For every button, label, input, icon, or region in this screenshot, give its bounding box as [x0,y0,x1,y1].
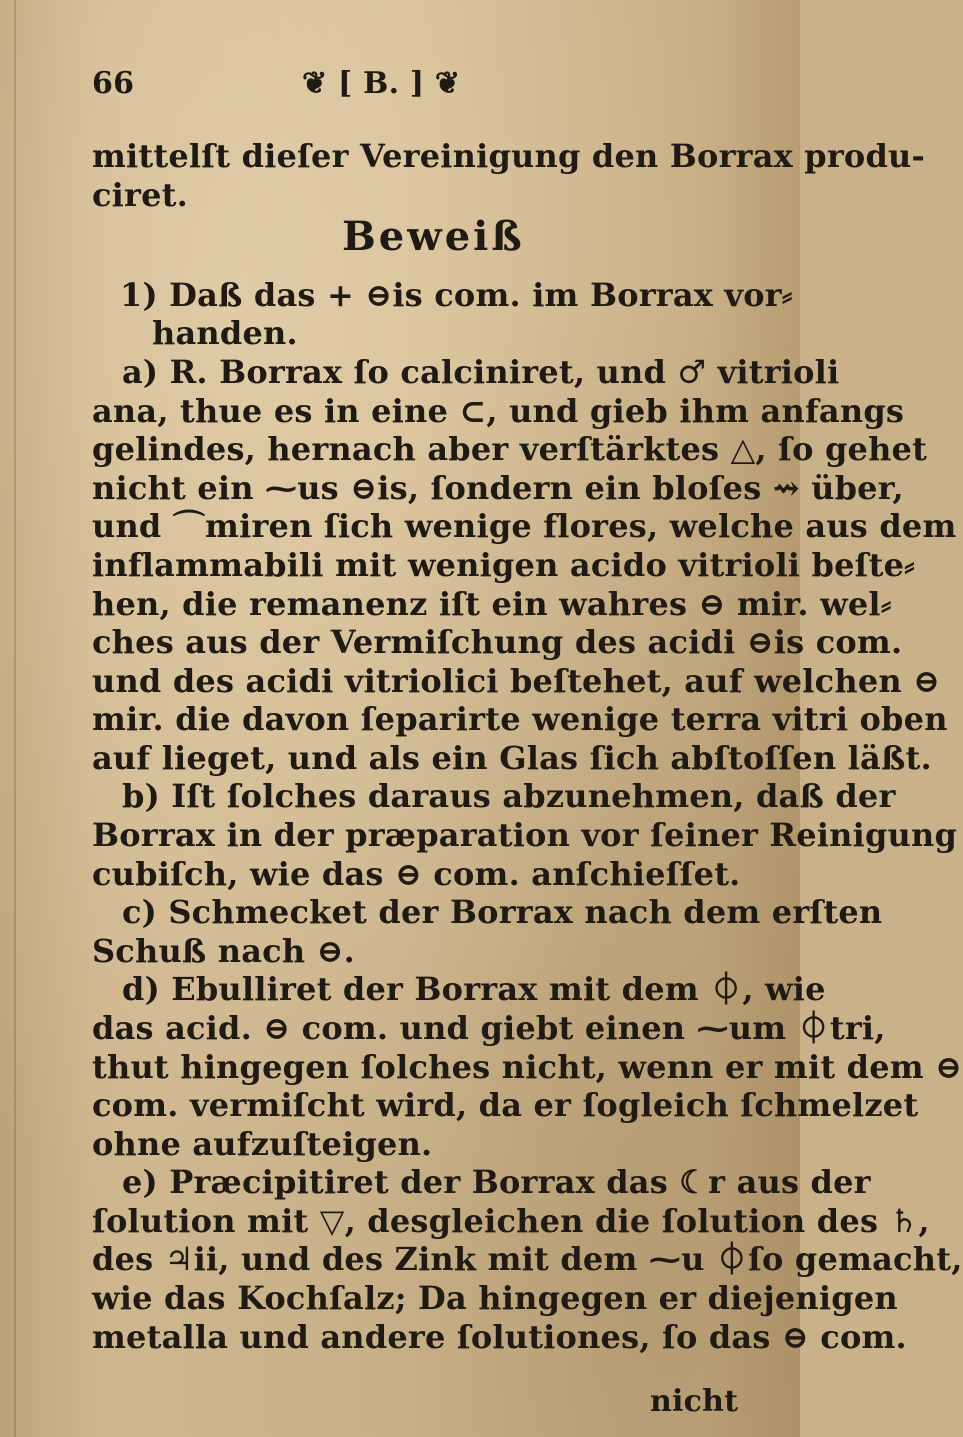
text-line: gelindes, hernach aber verſtärktes △, ſo gehet [92,430,928,468]
text-line: metalla und andere ſolutiones, ſo das ⊖ com. [92,1318,907,1356]
text-line: handen. [152,314,298,352]
text-line: inflammabili mit wenigen acido vitrioli beſte⸗ [92,546,915,584]
text-line: und des acidi vitriolici beſtehet, auf welchen ⊖ [92,662,941,700]
text-line: 1) Daß das + ⊖is com. im Borrax vor⸗ [120,276,793,314]
section-title: Beweiß [342,213,525,260]
text-line: ches aus der Vermiſchung des acidi ⊖is com. [92,623,903,661]
text-line: a) R. Borrax ſo calciniret, und ♂ vitrioli [122,353,840,391]
text-line: auf lieget, und als ein Glas ſich abſtoſſen läßt. [92,739,932,777]
running-header: ❦ [ B. ] ❦ [302,66,461,101]
text-line: ana, thue es in eine ⊂, und gieb ihm anfangs [92,392,905,430]
text-line: ohne aufzuſteigen. [92,1125,433,1163]
text-line: thut hingegen ſolches nicht, wenn er mit dem ⊖ [92,1048,963,1086]
text-line: e) Præcipitiret der Borrax das ☾r aus der [122,1163,871,1201]
text-line: und ⌒miren ſich wenige flores, welche aus dem [92,507,957,545]
text-line: mittelſt dieſer Vereinigung den Borrax produ- [92,137,925,175]
text-line: nicht ein ⁓us ⊖is, ſondern ein bloſes ⇝ über, [92,469,904,507]
text-line: wie das Kochſalz; Da hingegen er diejenigen [92,1279,898,1317]
text-line: das acid. ⊖ com. und giebt einen ⁓um ⏀tri, [92,1009,886,1047]
text-line: cubiſch, wie das ⊖ com. anſchieſſet. [92,855,741,893]
text-line: b) Iſt ſolches daraus abzunehmen, daß der [122,777,896,815]
text-line: Borrax in der præparation vor ſeiner Reinigung [92,816,958,854]
page-edge-shadow [14,0,16,1437]
text-line: des ♃ii, und des Zink mit dem ⁓u ⏀ſo gemacht, [92,1240,963,1278]
text-line: ciret. [92,176,188,214]
text-line: d) Ebulliret der Borrax mit dem ⏀, wie [122,970,826,1008]
text-line: ſolution mit ▽, desgleichen die ſolution des ♄, [92,1202,930,1240]
text-line: mir. die davon ſeparirte wenige terra vitri oben [92,700,948,738]
page-number: 66 [92,66,135,101]
text-line: hen, die remanenz iſt ein wahres ⊖ mir. wel⸗ [92,585,892,623]
text-line: c) Schmecket der Borrax nach dem erſten [122,893,883,931]
catchword: nicht [650,1384,739,1419]
text-line: com. vermiſcht wird, da er ſogleich ſchmelzet [92,1086,919,1124]
text-line: Schuß nach ⊖. [92,932,356,970]
